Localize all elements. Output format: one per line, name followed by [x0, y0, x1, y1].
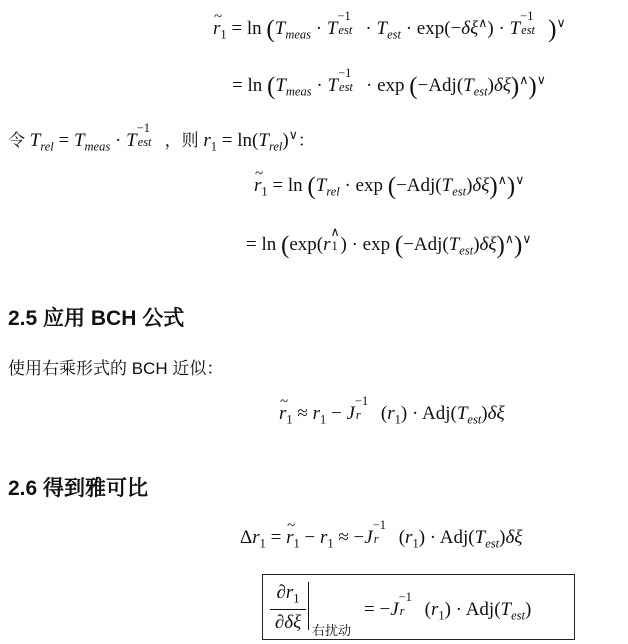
section-heading-2-5: 2.5 应用 BCH 公式 [8, 307, 185, 330]
equation-r1-ln-full: ~ $r_1 = \ln (T_{meas} \cdot T$ −1 est · $T_{est} \cdot \exp(-\delta\xi^\wedge) \cdot T$ −1 est )∨ [213, 15, 566, 42]
equation-bch-approx: ~ $r_1 \approx r_1 - J$ −1 r $(r_1) \cdot Adj(T_{est})\delta\xi$ [279, 400, 505, 426]
bch-intro-text: 使用右乘形式的 BCH 近似： [8, 359, 224, 378]
evaluation-bar [308, 582, 309, 630]
equation-jacobian-result: = −J −1 r $(r_1) \cdot Adj(T_{est})$ [364, 590, 532, 623]
equation-r1-exp-product: = ln (exp(r ∧ 1 ) · $\exp (-Adj(T_{est})\delta\xi)^\wedge)^\vee$ [246, 225, 532, 259]
right-perturbation-label: 右扰动 [312, 623, 352, 638]
let-then: ，则 [164, 131, 199, 150]
let-end: ： [297, 131, 315, 150]
partial-derivative-fraction: $\partial r_1$ ∂δξ [270, 582, 306, 634]
equation-delta-r1: $\Delta r_1$ = ~ $r_1 - r_1 \approx -J$ −1 r $(r_1) \cdot Adj(T_{est})\delta\xi$ [240, 524, 522, 550]
definition-line: 令 $T_{rel} = T_{meas} \cdot T$ −1 est ，则 $r_1 = \ln(T_{rel})^\vee$： [8, 121, 315, 154]
equation-r1-adj-form: = $\ln (T_{meas} \cdot T$ −1 est · $\exp (-Adj(T_{est})\delta\xi)^\wedge)^\vee$ [232, 66, 546, 100]
section-heading-2-6: 2.6 得到雅可比 [8, 477, 149, 500]
let-prefix: 令 [8, 131, 25, 150]
equation-r1-trel: ~ $r_1 = \ln (T_{rel} \cdot \exp (-Adj(T_{est})\delta\xi)^\wedge)^\vee$ [254, 174, 524, 199]
